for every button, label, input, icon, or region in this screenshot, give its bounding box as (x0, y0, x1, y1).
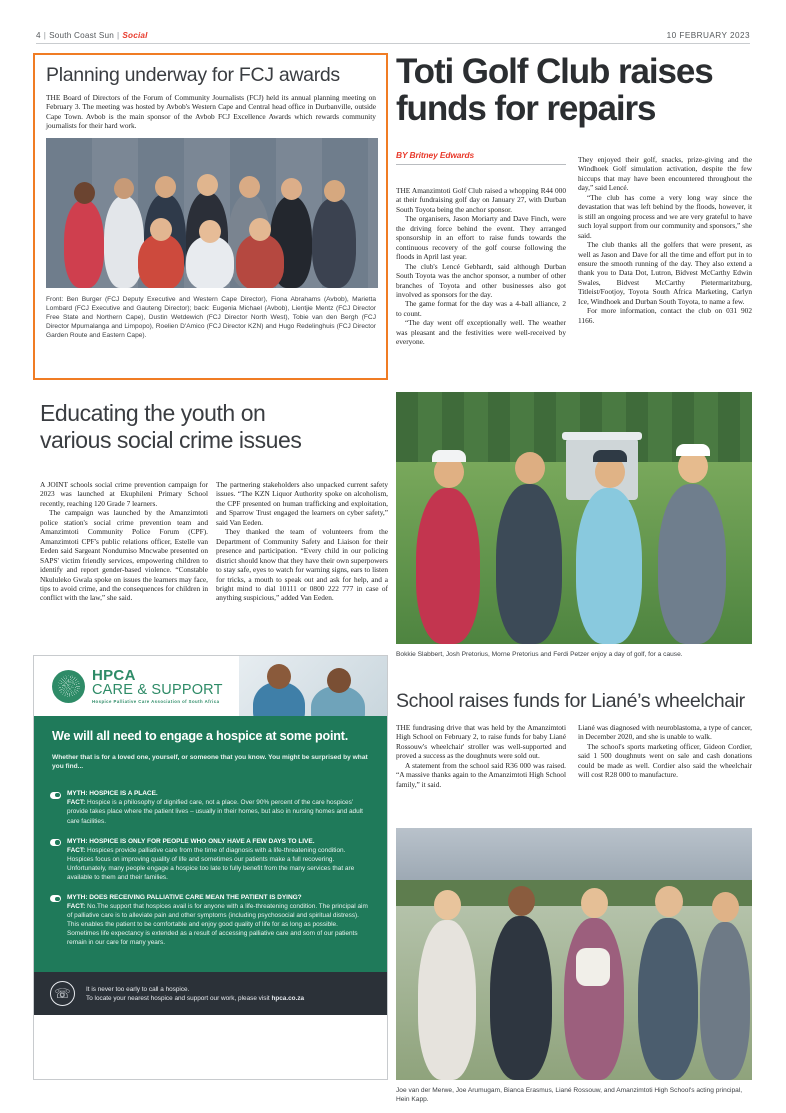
paragraph: THE Amanzimtoti Golf Club raised a whopping R44 000 at their fundraising golf day on January 27, with Durban South Toyota being the anchor sponsor. (396, 186, 566, 214)
myth-question: MYTH: HOSPICE IS A PLACE. (67, 790, 158, 798)
photo-person-cap (432, 450, 466, 462)
photo-person-head (324, 180, 345, 202)
photo-golf-cart-roof (562, 432, 642, 440)
fcj-group-photo (46, 138, 378, 288)
photo-person-head (199, 220, 221, 243)
fcj-headline: Planning underway for FCJ awards (46, 64, 340, 86)
paragraph: “The day went off exceptionally well. The weather was pleasant and the festivities were well-received by everyone. (396, 318, 566, 347)
wheelchair-group-photo (396, 828, 752, 1080)
ad-footer-line-1: It is never too early to call a hospice. (86, 985, 190, 993)
photo-person-head (515, 452, 545, 484)
photo-person (490, 916, 552, 1080)
issue-date: 10 FEBRUARY 2023 (666, 31, 750, 40)
fact-label: FACT: (67, 846, 86, 854)
wheelchair-headline: School raises funds for Liané’s wheelchair (396, 690, 745, 712)
toggle-icon (50, 895, 61, 902)
page-number: 4 (36, 31, 41, 40)
ad-footer-line-2 (86, 994, 304, 1003)
ad-caregiver-photo (239, 656, 387, 716)
paragraph: The school's sports marketing officer, Gideon Cordier, said 1 500 doughnuts went on sale and cash donations could be made as well. Cordier also said the wheelchair will cost R28 000 to manufacture. (578, 741, 752, 780)
hpca-logo-text (92, 668, 223, 704)
photo-person-head (712, 892, 739, 922)
photo-person-head (249, 218, 271, 241)
telephone-icon: ☏ (50, 981, 75, 1006)
fcj-story-box (33, 53, 388, 380)
myth-body (67, 789, 371, 825)
education-headline (40, 400, 390, 453)
photo-person-head (327, 668, 351, 693)
hpca-logo-line-2: CARE & SUPPORT (92, 682, 223, 699)
paragraph: The campaign was launched by the Amanzimtoti police station's social crime prevention team and Amanzimtoti Community Police Forum (CPF). Amanzimtoti CPF's public relations officer, Estelle van Eeden said Sargeant Nondumiso Mncwabe presented on SAPS' victim friendly services, empowering children to identify and report gender-based violence. “Constable Nkululeko Gwala spoke on issues the learners may face, tips to avoid crime, and the consequences for children in conflict with the law,” she said. (40, 508, 208, 603)
photo-person (496, 484, 562, 644)
toggle-icon (50, 792, 61, 799)
photo-person-cap (593, 450, 627, 462)
fact-label: FACT: (67, 902, 86, 910)
wheelchair-photo-caption: Joe van der Merwe, Joe Arumugam, Bianca Erasmus, Liané Rossouw, and Amanzimtoti High School's acting principal, Hein Kapp. (396, 1087, 743, 1104)
fcj-intro-text: THE Board of Directors of the Forum of Community Journalists (FCJ) held its annual planning meeting on February 3. The meeting was hosted by Avbob's Western Cape and Central head office in Durbanville, outside Cape Town. Avbob is the main sponsor of the Avbob FCJ Excellence Awards which rewards community journalists for their hard work. (46, 93, 376, 131)
myth-item (50, 789, 371, 825)
paragraph: Liané was diagnosed with neuroblastoma, a type of cancer, in December 2020, and she is unable to walk. (578, 723, 752, 742)
education-column-right (216, 480, 388, 603)
golf-headline (396, 53, 752, 127)
photo-person (576, 488, 642, 644)
photo-person-head (239, 176, 260, 198)
photo-person-head (655, 886, 683, 917)
paragraph: The club thanks all the golfers that were present, as well as Jason and Dave for all the time and effort put in to ensure the smooth running of the day. They also extend a thank you to Data Dot, Lutron, Bidvest McCarthy Edwin Swales, Bidvest McCarthy Pietermaritzburg, Titleist/Footjoy, Toyota South Africa Marketing, Carlyn Ice, Windhoek and Durban South Toyota, to name a few. (578, 240, 752, 306)
paragraph: “The club has come a very long way since the devastation that was left behind by the floods, however, it is still an ongoing process and we are very grateful to have such loyal support from our community and sponsors,” she said. (578, 192, 752, 240)
education-headline-line-1: Educating the youth on (40, 400, 266, 426)
myth-answer (67, 902, 371, 947)
education-column-left (40, 480, 208, 603)
paragraph: THE fundrasing drive that was held by the Amanzimtoti High School on February 2, to raise funds for baby Liané Rossouw's wheelchair' stroller was well-supported and proved a success as the doughnuts were sold out. (396, 723, 566, 761)
publication-title: South Coast Sun (49, 31, 114, 40)
masthead-separator-2: | (117, 31, 120, 40)
ad-footer (34, 972, 387, 1015)
photo-building (396, 828, 752, 886)
photo-person-head (74, 182, 95, 204)
paragraph: The partnering stakeholders also unpacked current safety issues. “The KZN Liquor Authority spoke on alcoholism, the CPF presented on human trafficking and exploitation, and Sparrow Trust engaged the learners on cyber safety,” said Van Eeden. (216, 480, 388, 527)
hpca-logo (34, 656, 239, 716)
wheelchair-column-right (578, 723, 752, 780)
photo-person-head (197, 174, 218, 196)
paragraph: A JOINT schools social crime prevention campaign for 2023 was launched at Ekuphileni Primary School recently, reaching 120 Grade 7 learners. (40, 480, 208, 508)
fact-label: FACT: (67, 799, 86, 807)
photo-person (638, 918, 698, 1080)
ad-myths-panel (34, 783, 387, 972)
education-headline-line-2: various social crime issues (40, 426, 302, 453)
fact-text: Hospice is a philosophy of dignified care, not a place. Over 90% percent of the care hospices’ provide takes place where the patient lives – usually in their homes, but also in nursing homes and adult care facilities. (67, 799, 363, 825)
photo-person-head (581, 888, 608, 918)
golf-headline-line-1: Toti Golf Club raises (396, 52, 713, 91)
myth-body (67, 893, 371, 947)
golf-headline-line-2: funds for repairs (396, 89, 656, 128)
photo-person (700, 922, 750, 1080)
ad-header (34, 656, 387, 716)
hpca-logo-line-3: Hospice Palliative Care Association of South Africa (92, 698, 220, 704)
myth-question: MYTH: HOSPICE IS ONLY FOR PEOPLE WHO ONLY HAVE A FEW DAYS TO LIVE. (67, 837, 315, 845)
photo-person (658, 484, 726, 644)
myth-item (50, 837, 371, 882)
section-label: Social (122, 31, 148, 40)
photo-person-head (508, 886, 535, 916)
myth-question: MYTH: DOES RECEIVING PALLIATIVE CARE MEAN THE PATIENT IS DYING? (67, 893, 302, 901)
ad-headline: We will all need to engage a hospice at some point. (52, 729, 349, 743)
hpca-logo-line-1: HPCA (92, 667, 136, 685)
fact-text: No.The support that hospices avail is for anyone with a life-threatening condition. The principal aim of palliative care is to alleviate pain and other symptoms (including psychosocial and spiritual distress). This enables the patient to be comfortable and enjoy good quality of life for as long as possible. Sometimes life expectancy is extended as a result of accessing palliative care and som of our patients remain in our care for many years. (67, 902, 368, 947)
photo-person-head (267, 664, 291, 689)
photo-person (312, 198, 356, 288)
photo-person-head (150, 218, 172, 241)
toggle-icon (50, 839, 61, 846)
photo-baby (576, 948, 610, 986)
masthead-separator-1: | (43, 31, 47, 40)
fact-text: Hospices provide palliative care from the time of diagnosis with a life-threatening condition. Hospices focus on improving quality of life and sometimes our patients make a full recovering. Unfortunately, many people engage a hospice too late to fully benefit from the many services that are available to them and their families. (67, 846, 355, 881)
paragraph: The organisers, Jason Moriarty and Dave Finch, were the driving force behind the event. They arranged sponsorship in an effort to raise funds towards the continuous recovery of the golf course following the floods in April last year. (396, 214, 566, 262)
myth-item (50, 893, 371, 947)
masthead (36, 31, 750, 44)
photo-person-cap (676, 444, 710, 456)
photo-person-head (155, 176, 176, 198)
photo-person (64, 200, 104, 288)
ad-footer-text (86, 985, 304, 1004)
ad-footer-prefix: To locate your nearest hospice and support our work, please visit (86, 994, 272, 1002)
hpca-website-link[interactable]: hpca.co.za (271, 994, 305, 1002)
paragraph: The club's Lencé Gebhardt, said although Durban South Toyota was the anchor sponsor, a number of other branches of Toyota and other businesses also got involved as sponsors for the day. (396, 261, 566, 299)
photo-person (138, 234, 184, 288)
photo-person (236, 234, 284, 288)
ad-subhead: Whether that is for a loved one, yourself, or someone that you know. You might be surprised by what you find... (52, 753, 368, 770)
photo-person-head (114, 178, 134, 199)
paragraph: They enjoyed their golf, snacks, prize-giving and the Windhoek Golf simulation activation, despite the few hiccups that may have been encountered throughout the day,” said Lencé. (578, 155, 752, 193)
fcj-photo-caption: Front: Ben Burger (FCJ Deputy Executive and Western Cape Director), Fiona Abrahams (Avbob), Marietta Lombard (FCJ Executive and Gauteng Director); back: Eugenia Michael (Avbob), Lientjie Mentz (FCJ Director Free State and Northern Cape), Dustin Wetdewich (FCJ Director North West), Tobie van den Bergh (FCJ Director Mpumalanga and Limpopo), Roelien D'Amico (FCJ Director KZN) and Hugo Redelinghuis (FCJ Director Garden Route and Eastern Cape). (46, 295, 376, 340)
paragraph: A statement from the school said R36 000 was raised. “A massive thanks again to the Amanzimtoti High School family,” it said. (396, 760, 566, 789)
hpca-advertisement[interactable] (33, 655, 388, 1080)
paragraph: They thanked the team of volunteers from the Department of Community Safety and Liaison for their presence and participation. “Every child in our policing district should know that they have their own superpowers to stay safe, eyes to watch for warning signs, ears to listen for tricks, a mouth to speak out and ask for help, and a bright mind to dial 10111 or 0800 222 777 in case of anything suspicious,” added Van Eeden. (216, 527, 388, 603)
hpca-hands-icon (52, 670, 85, 703)
wheelchair-column-left (396, 723, 566, 789)
photo-person-head (434, 890, 461, 920)
myth-answer (67, 798, 371, 825)
photo-person-head (281, 178, 302, 200)
golf-group-photo (396, 392, 752, 644)
myth-answer (67, 846, 371, 882)
photo-person (418, 920, 476, 1080)
photo-person (416, 488, 480, 644)
ad-headline-panel (34, 716, 387, 783)
golf-column-right (578, 155, 752, 325)
golf-byline: BY Britney Edwards (396, 150, 566, 165)
myth-body (67, 837, 371, 882)
photo-person (186, 236, 234, 288)
golf-column-left (396, 186, 566, 347)
paragraph: For more information, contact the club on 031 902 1166. (578, 306, 752, 325)
golf-photo-caption: Bokkie Slabbert, Josh Pretorius, Morne Pretorius and Ferdi Petzer enjoy a day of golf, for a cause. (396, 651, 683, 658)
masthead-left (36, 31, 148, 40)
photo-person (564, 918, 624, 1080)
paragraph: The game format for the day was a 4-ball alliance, 2 to count. (396, 299, 566, 318)
